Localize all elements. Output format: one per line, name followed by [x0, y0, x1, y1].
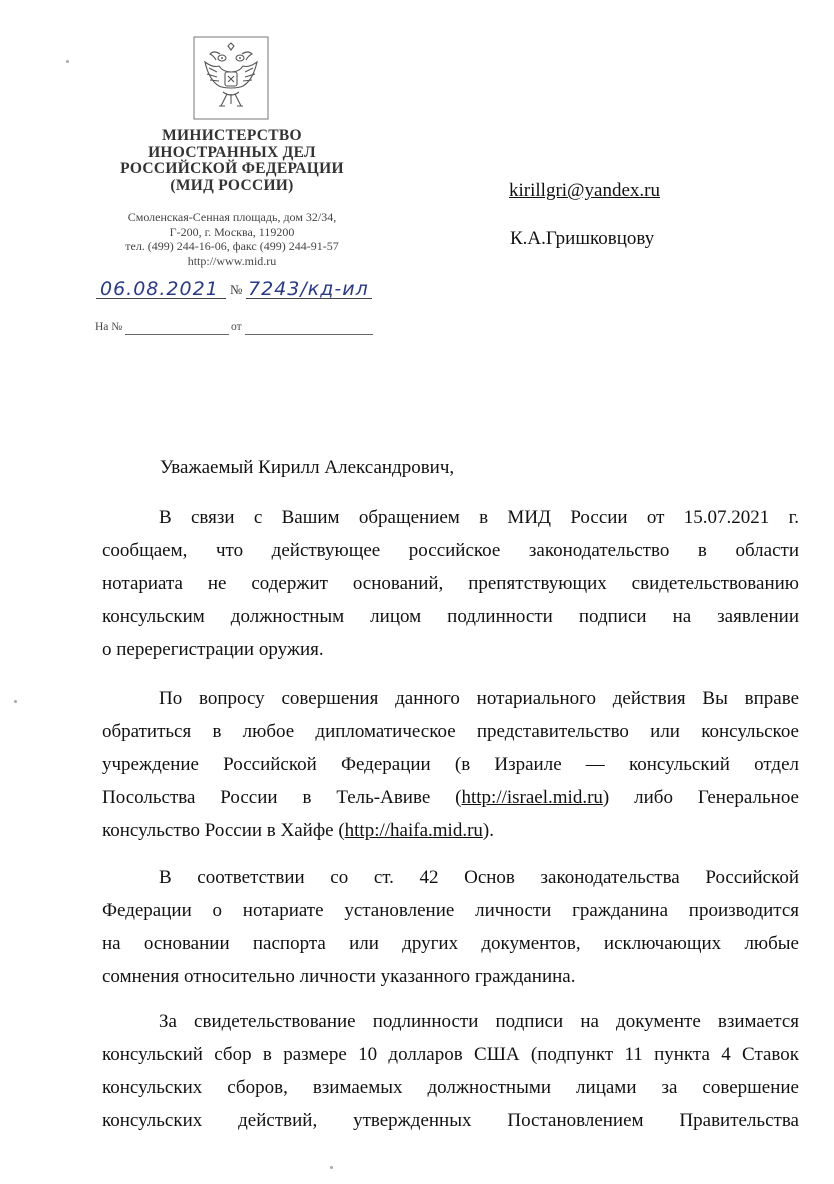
text-line: на основании паспорта или других документов, исключающих любые: [102, 933, 799, 954]
ministry-line: (МИД РОССИИ): [170, 176, 294, 194]
underline: [245, 334, 373, 335]
text-line: По вопросу совершения данного нотариального действия Вы вправе: [159, 688, 799, 709]
ref-from-label: от: [231, 321, 242, 333]
text-line: консульский сбор в размере 10 долларов США (подпункт 11 пункта 4 Ставок: [102, 1044, 799, 1065]
text-fragment: консульство России в Хайфе (: [102, 820, 345, 841]
ministry-address: [92, 210, 372, 268]
text-line: В соответствии со ст. 42 Основ законодательства Российской: [159, 867, 799, 888]
paragraph-2: [102, 682, 799, 847]
text-fragment: ).: [482, 820, 494, 841]
registration-line: [96, 278, 376, 304]
text-line: консульских сборов, взимаемых должностными лицами за совершение: [102, 1077, 799, 1098]
underline: [125, 334, 229, 335]
text-line: консульским должностным лицом подлинности подписи на заявлении: [102, 606, 799, 627]
text-line: консульских действий, утвержденных Постановлением Правительства: [102, 1110, 799, 1131]
scan-speck: [330, 1166, 333, 1169]
registration-date: 06.08.2021: [100, 278, 219, 300]
address-line: http://www.mid.ru: [187, 253, 277, 268]
scan-speck: [14, 700, 17, 703]
paragraph-4: [102, 1005, 799, 1137]
double-headed-eagle-icon: [193, 36, 269, 120]
address-line: Г-200, г. Москва, 119200: [169, 224, 295, 239]
ministry-line: РОССИЙСКОЙ ФЕДЕРАЦИИ: [120, 160, 344, 177]
text-line: учреждение Российской Федерации (в Израиле — консульский отдел: [102, 754, 799, 775]
ministry-name-block: [92, 128, 372, 194]
ministry-line: ИНОСТРАННЫХ ДЕЛ: [148, 143, 316, 161]
text-line: [102, 781, 799, 814]
address-line: тел. (499) 244-16-06, факс (499) 244-91-57: [125, 239, 339, 253]
israel-embassy-link[interactable]: http://israel.mid.ru: [461, 787, 603, 808]
ref-label: На №: [95, 321, 123, 333]
haifa-consulate-link[interactable]: http://haifa.mid.ru: [344, 820, 483, 841]
addressee-name: К.А.Гришковцову: [510, 228, 655, 249]
reference-line: [95, 321, 375, 337]
scan-speck: [66, 60, 69, 63]
text-line: Федерации о нотариате установление личности гражданина производится: [102, 900, 799, 921]
registration-number: 7243/кд-ил: [248, 278, 369, 300]
text-line: В связи с Вашим обращением в МИД России от 15.07.2021 г.: [159, 507, 799, 528]
text-line: [102, 814, 799, 847]
ministry-line: МИНИСТЕРСТВО: [162, 127, 302, 144]
text-line: сомнения относительно личности указанного гражданина.: [102, 966, 576, 987]
text-line: сообщаем, что действующее российское законодательство в области: [102, 540, 799, 561]
paragraph-1: [102, 501, 799, 666]
text-line: За свидетельствование подлинности подписи на документе взимается: [159, 1011, 799, 1032]
number-sign: №: [230, 282, 243, 297]
addressee-email[interactable]: kirillgri@yandex.ru: [509, 180, 660, 201]
paragraph-3: [102, 861, 799, 993]
text-line: обратиться в любое дипломатическое представительство или консульское: [102, 721, 799, 742]
text-fragment: ) либо Генеральное: [602, 787, 799, 808]
text-fragment: Посольства России в Тель-Авиве (: [102, 787, 462, 808]
text-line: о перерегистрации оружия.: [102, 639, 324, 660]
address-line: Смоленская-Сенная площадь, дом 32/34,: [127, 210, 337, 224]
text-line: нотариата не содержит оснований, препятствующих свидетельствованию: [102, 573, 799, 594]
salutation: Уважаемый Кирилл Александрович,: [160, 457, 455, 478]
